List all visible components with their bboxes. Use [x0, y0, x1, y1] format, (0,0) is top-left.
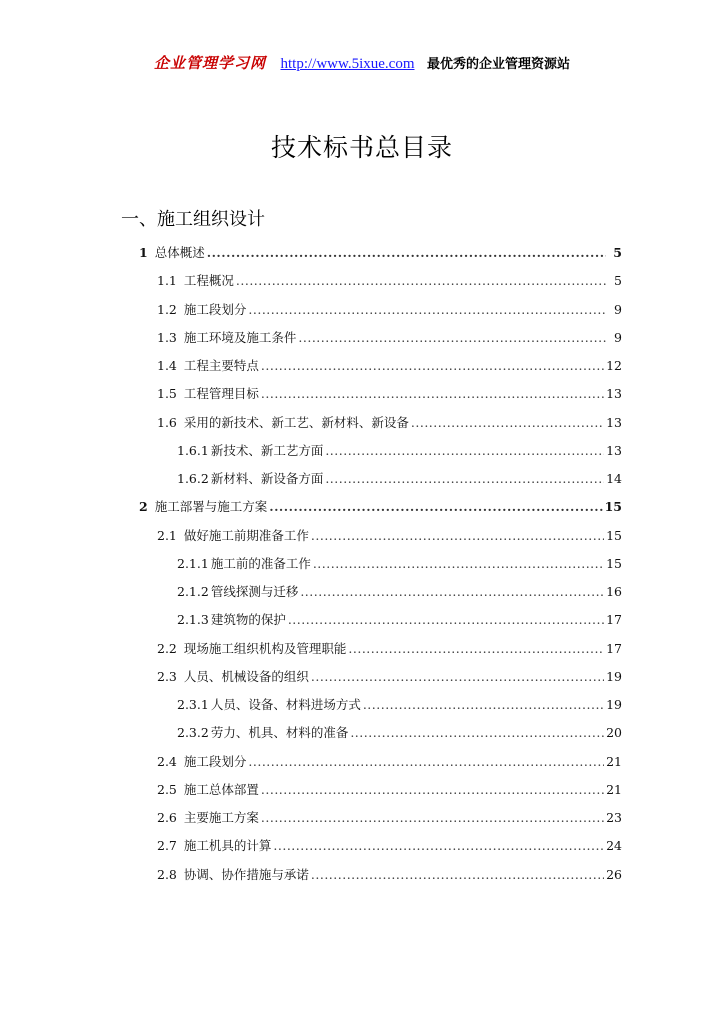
toc-entry-label: 新材料、新设备方面 [210, 471, 324, 486]
toc-entry-label: 建筑物的保护 [210, 612, 286, 627]
toc-entry-page-number: 9 [614, 330, 622, 345]
toc-entry[interactable] [157, 526, 622, 548]
toc-entry-label: 施工总体部置 [183, 782, 259, 797]
toc-entry-page-number: 23 [606, 810, 622, 825]
toc-entry-page-number: 9 [614, 302, 622, 317]
toc-entry[interactable] [157, 328, 622, 350]
toc-entry-label: 人员、机械设备的组织 [183, 669, 309, 684]
toc-entry[interactable] [157, 384, 622, 406]
toc-entry-page-number: 15 [606, 556, 622, 571]
toc-leader-dots [248, 754, 604, 769]
toc-entry[interactable] [157, 271, 622, 293]
toc-entry[interactable] [177, 695, 622, 717]
page-header [0, 52, 724, 73]
toc-entry-number: 1.2 [157, 302, 177, 317]
toc-entry-page-number: 13 [606, 386, 622, 401]
toc-entry-number: 2.1.3 [177, 612, 209, 627]
toc-leader-dots [298, 330, 606, 345]
toc-leader-dots [411, 415, 604, 430]
toc-entry[interactable] [177, 441, 622, 463]
toc-entry-number: 2.6 [157, 810, 177, 825]
toc-leader-dots [261, 810, 604, 825]
toc-entry-number: 1.6 [157, 415, 177, 430]
toc-entry[interactable] [177, 469, 622, 491]
site-url-link[interactable]: http://www.5ixue.com [280, 56, 415, 72]
toc-entry-page-number: 19 [606, 669, 622, 684]
toc-entry-label: 工程主要特点 [183, 358, 259, 373]
toc-entry-page-number: 26 [606, 867, 622, 882]
toc-entry[interactable] [157, 808, 622, 830]
toc-entry-page-number: 15 [604, 499, 622, 514]
toc-entry-number: 2.1.1 [177, 556, 209, 571]
toc-entry-number: 2.3 [157, 669, 177, 684]
toc-entry-number: 2.4 [157, 754, 177, 769]
toc-entry-number: 2.1 [157, 528, 177, 543]
toc-entry-page-number: 21 [606, 754, 622, 769]
toc-leader-dots [311, 669, 604, 684]
toc-leader-dots [269, 499, 602, 514]
toc-entry-label: 劳力、机具、材料的准备 [210, 725, 349, 740]
toc-entry-label: 施工机具的计算 [183, 838, 272, 853]
toc-entry-label: 现场施工组织机构及管理职能 [183, 641, 347, 656]
toc-entry-label: 管线探测与迁移 [210, 584, 299, 599]
toc-entry-number: 1.5 [157, 386, 177, 401]
toc-leader-dots [348, 641, 604, 656]
toc-entry[interactable] [177, 723, 622, 745]
toc-entry[interactable] [139, 497, 622, 519]
toc-entry-number: 1.6.2 [177, 471, 209, 486]
toc-entry-page-number: 5 [614, 273, 622, 288]
toc-entry-number: 2.1.2 [177, 584, 209, 599]
toc-entry-number: 2.8 [157, 867, 177, 882]
toc-entry[interactable] [177, 610, 622, 632]
toc-entry-number: 1.4 [157, 358, 177, 373]
toc-entry[interactable] [157, 356, 622, 378]
toc-leader-dots [300, 584, 604, 599]
toc-entry-page-number: 24 [606, 838, 622, 853]
toc-entry-number: 2.5 [157, 782, 177, 797]
toc-leader-dots [288, 612, 604, 627]
toc-leader-dots [350, 725, 604, 740]
toc-entry-label: 人员、设备、材料进场方式 [210, 697, 361, 712]
toc-entry-number: 1.6.1 [177, 443, 209, 458]
toc-entry-number: 2 [139, 499, 148, 514]
toc-leader-dots [325, 443, 604, 458]
toc-entry-label: 协调、协作措施与承诺 [183, 867, 309, 882]
document-title: 技术标书总目录 [270, 133, 453, 162]
toc-entry-page-number: 20 [606, 725, 622, 740]
toc-leader-dots [273, 838, 604, 853]
toc-entry[interactable] [157, 752, 622, 774]
toc-entry-label: 主要施工方案 [183, 810, 259, 825]
toc-leader-dots [248, 302, 606, 317]
toc-entry-label: 新技术、新工艺方面 [210, 443, 324, 458]
toc-leader-dots [261, 386, 604, 401]
toc-entry[interactable] [157, 300, 622, 322]
toc-entry-number: 2.3.1 [177, 697, 209, 712]
toc-entry-page-number: 12 [606, 358, 622, 373]
toc-leader-dots [311, 867, 604, 882]
toc-entry-label: 施工段划分 [183, 302, 247, 317]
toc-leader-dots [236, 273, 606, 288]
toc-entry-label: 总体概述 [154, 245, 205, 260]
toc-entry[interactable] [177, 554, 622, 576]
toc-entry-page-number: 17 [606, 641, 622, 656]
toc-entry-label: 施工段划分 [183, 754, 247, 769]
toc-entry[interactable] [157, 667, 622, 689]
toc-entry-page-number: 21 [606, 782, 622, 797]
toc-entry-label: 工程管理目标 [183, 386, 259, 401]
toc-entry-number: 2.7 [157, 838, 177, 853]
toc-entry-page-number: 16 [606, 584, 622, 599]
toc-leader-dots [313, 556, 604, 571]
site-brand: 企业管理学习网 [154, 54, 267, 72]
toc-entry-page-number: 13 [606, 443, 622, 458]
toc-leader-dots [261, 782, 604, 797]
toc-entry-label: 做好施工前期准备工作 [183, 528, 309, 543]
toc-entry-number: 2.3.2 [177, 725, 209, 740]
toc-entry-label: 施工前的准备工作 [210, 556, 311, 571]
toc-entry-label: 工程概况 [183, 273, 234, 288]
toc-entry-number: 1 [139, 245, 148, 260]
toc-entry-number: 1.1 [157, 273, 177, 288]
toc-entry-page-number: 14 [606, 471, 622, 486]
toc-leader-dots [363, 697, 604, 712]
toc-leader-dots [261, 358, 604, 373]
toc-leader-dots [207, 245, 606, 260]
toc-entry-number: 2.2 [157, 641, 177, 656]
toc-entry[interactable] [157, 780, 622, 802]
section-heading: 一、施工组织设计 [121, 209, 265, 230]
site-slogan: 最优秀的企业管理资源站 [426, 57, 570, 72]
toc-entry-page-number: 17 [606, 612, 622, 627]
toc-entry-label: 施工环境及施工条件 [183, 330, 297, 345]
toc-entry-page-number: 15 [606, 528, 622, 543]
toc-entry-page-number: 19 [606, 697, 622, 712]
toc-entry[interactable] [157, 836, 622, 858]
toc-entry-page-number: 13 [606, 415, 622, 430]
toc-entry-page-number: 5 [613, 245, 622, 260]
toc-entry[interactable] [139, 243, 622, 265]
toc-entry[interactable] [157, 413, 622, 435]
toc-entry[interactable] [157, 639, 622, 661]
toc-entry-number: 1.3 [157, 330, 177, 345]
toc-entry-label: 施工部署与施工方案 [154, 499, 268, 514]
toc-entry-label: 采用的新技术、新工艺、新材料、新设备 [183, 415, 409, 430]
toc-entry[interactable] [177, 582, 622, 604]
toc-entry[interactable] [157, 865, 622, 887]
toc-leader-dots [311, 528, 604, 543]
toc-leader-dots [325, 471, 604, 486]
